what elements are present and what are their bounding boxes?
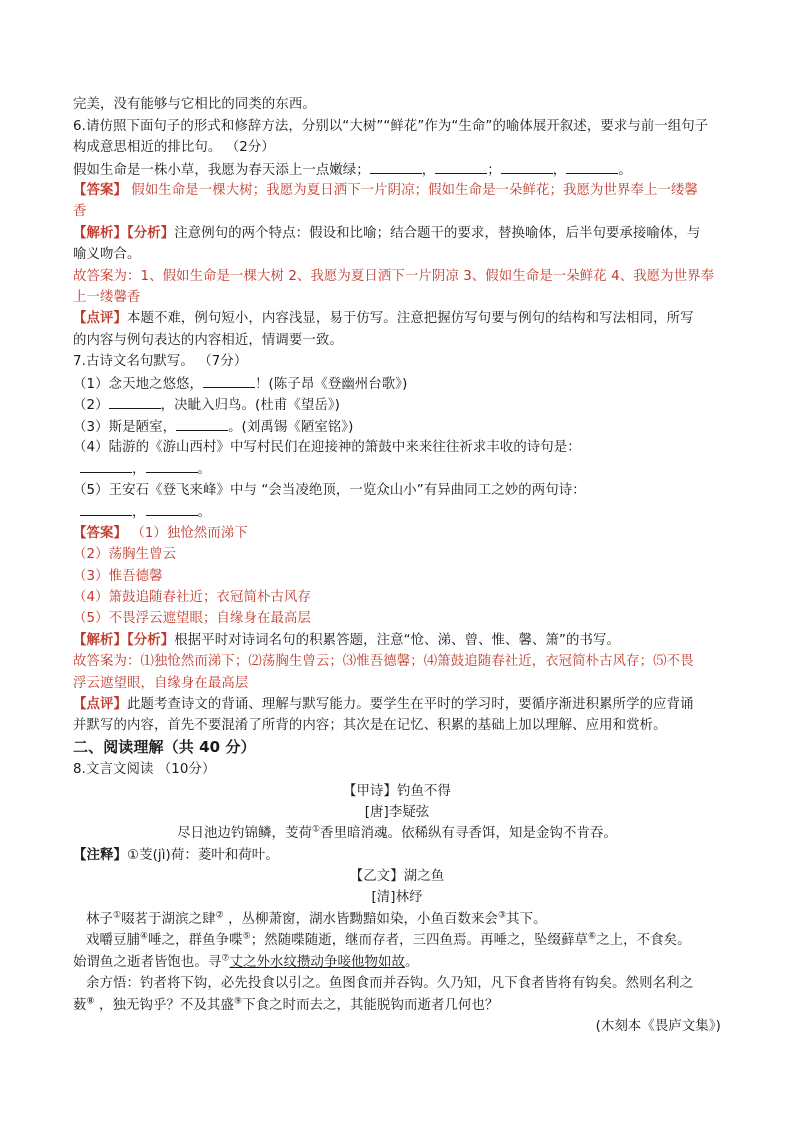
q7-item-3 [73,417,353,438]
q7-item-4-blanks [73,459,211,480]
analysis-text: 根据平时对诗词名句的积累答题，注意“怆、涕、曾、惟、馨、箫”的书写。 [174,633,621,648]
q6-example [73,160,632,181]
q8-title: 8.文言文阅读 （10分） [73,762,216,777]
footnote-marker: ② [215,910,224,921]
q7-answer-2: （2）荡胸生曾云 [73,547,177,562]
q6-comment-cont: 的内容与例句表达的内容相近，情调要一致。 [73,333,343,348]
prose-text: 下食之时而去之，其能脱钩而逝者几何也？ [242,998,499,1013]
answer-blank[interactable] [203,374,255,388]
item-text: （3）斯是陋室， [73,420,177,435]
prose-text: 林子 [86,912,113,927]
answer-blank[interactable] [146,502,198,516]
separator: ， [552,163,567,178]
separator: 。 [197,505,211,520]
separator: 。 [197,462,211,477]
comment-text: 本题不难，例句短小，内容浅显，易于仿写。注意把握仿写句要与例句的结构和写法相同，所写 [126,311,694,326]
q6-answer [73,181,698,201]
separator: ， [421,163,436,178]
footnote-marker: ⑧ [86,996,95,1007]
q6-solution: 故答案为：1、假如生命是一棵大树 2、我愿为夏日洒下一片阴凉 3、假如生命是一朵鲜花 4、我愿为世界奉 [73,269,715,284]
q6-title: 6.请仿照下面句子的形式和修辞方法，分别以“大树”“鲜花”作为“生命”的喻体展开叙述，要求与前一组句子 [73,119,709,134]
poem-note [73,846,279,866]
prose-text: 唾之，群鱼争喋 [148,933,243,948]
answer-blank[interactable] [80,502,132,516]
q6-title-cont: 构成意思相近的排比句。 （2分） [73,140,275,155]
prose-line-5 [73,996,498,1016]
q7-item-5-blanks [73,502,211,523]
footnote-marker: ⑥ [588,931,597,942]
prose-text: ，丛柳萧窗，湖水皆黝黯如染，小鱼百数来会 [223,912,498,927]
q7-solution-cont: 浮云遮望眼，自缘身在最高层 [73,676,249,691]
poem-text [0,824,794,844]
answer-blank[interactable] [176,417,228,431]
q7-answer-4: （4）箫鼓追随春社近；衣冠简朴古风存 [73,590,311,605]
comment-tag: 【点评】 [73,311,127,326]
underlined-text: 丈之外水纹攒动争唼他物如故 [229,955,405,970]
answer-blank[interactable] [109,395,161,409]
q6-comment [73,309,694,329]
prose-text: 啜茗于湖滨之肆 [121,912,216,927]
prose-line-3 [73,953,418,973]
prose-text: 戏嚼豆脯 [86,933,140,948]
q7-item-1 [73,374,407,395]
q7-item-5: （5）王安石《登飞来峰》中与 “会当凌绝顶，一览众山小”有异曲同工之妙的两句诗： [73,483,586,498]
q6-analysis-cont: 喻义吻合。 [73,247,141,262]
prose-title: 【乙文】湖之鱼 [349,869,445,884]
item-text: 。(刘禹锡《陋室铭》) [228,420,354,435]
q7-answer-3: （3）惟吾德馨 [73,569,163,584]
separator: ； [487,163,501,178]
q7-comment-cont: 并默写的内容，首先不要混淆了所背的内容；其次是在记忆、积累的基础上加以理解、应用和赏析。 [73,718,667,733]
prose-line-2 [73,931,691,951]
prose-text: 薮 [73,998,87,1013]
q7-answer [73,524,248,544]
carry-over-text: 完美，没有能够与它相比的同类的东西。 [73,97,316,112]
separator: ， [132,462,146,477]
answer-blank[interactable] [435,160,487,174]
q6-solution-cont: 上一缕馨香 [73,290,141,305]
prose-line-4 [73,974,693,994]
q7-title: 7.古诗文名句默写。 （7分） [73,354,248,369]
answer-blank[interactable] [501,160,553,174]
q7-answer-5: （5）不畏浮云遮望眼；自缘身在最高层 [73,611,311,626]
prose-author: [清]林纾 [371,890,423,905]
item-text: ，决眦入归鸟。(杜甫《望岳》) [160,398,340,413]
answer-blank[interactable] [80,459,132,473]
footnote-marker: ① [112,910,122,921]
item-text: ！(陈子昂《登幽州台歌》) [255,377,408,392]
comment-tag: 【点评】 [73,697,127,712]
footnote-marker: ⑦ [221,953,230,964]
prose-text: ，独无钩乎？不及其盛 [94,998,234,1013]
analysis-text: 注意例句的两个特点：假设和比喻；结合题干的要求，替换喻体，后半句要承接喻体，与 [174,226,701,241]
note-tag: 【注释】 [73,848,127,863]
q7-item-4: （4）陆游的《游山西村》中写村民们在迎接神的箫鼓中来来往往祈求丰收的诗句是： [73,440,581,455]
separator: 。 [618,163,632,178]
answer-blank[interactable] [146,459,198,473]
q6-answer-cont: 香 [73,204,87,219]
q7-comment [73,695,694,715]
answer-tag: 【答案】 [73,183,127,198]
poem-line: 尽日池边钓锦鳞，芰荷 [177,826,312,841]
poem-author: [唐]李疑弦 [364,805,430,820]
footnote-marker: ③ [497,910,507,921]
item-text: （2） [73,398,109,413]
section-heading: 二、阅读理解（共 40 分） [73,738,256,756]
poem-line: 香里暗消魂。依稀纵有寻香饵，知是金钩不肯吞。 [320,826,617,841]
prose-line-1 [73,910,547,930]
comment-text: 此题考查诗文的背诵、理解与默写能力。要学生在平时的学习时，要循序渐进积累所学的应背诵 [126,697,694,712]
q6-example-text: 假如生命是一株小草，我愿为春天添上一点嫩绿； [73,163,370,178]
prose-text: 余方悟：钓者将下钩，必先投食以引之。鱼图食而并吞钩。久乃知，凡下食者皆将有钩矣。然则名利之 [86,976,694,991]
prose-text: ；然随喋随逝，继而存者，三四鱼焉。再唾之，坠缀藓草 [250,933,589,948]
source-citation: (木刻本《畏庐文集》) [595,1019,721,1034]
q7-item-2 [73,395,340,416]
prose-text: 。 [404,955,419,970]
answer-blank[interactable] [566,160,618,174]
footnote-marker: ⑤ [242,931,251,942]
answer-text: （1）独怆然而涕下 [126,526,248,541]
footnote-marker: ① [311,824,321,835]
q7-solution: 故答案为：⑴独怆然而涕下；⑵荡胸生曾云；⑶惟吾德馨；⑷箫鼓追随春社近，衣冠简朴古风存；⑸不畏 [73,654,694,669]
poem-title: 【甲诗】钓鱼不得 [343,784,451,799]
footnote-marker: ④ [139,931,149,942]
prose-text: 其下。 [506,912,547,927]
item-text: （1）念天地之悠悠， [73,377,204,392]
separator: ， [132,505,146,520]
footnote-marker: ⑨ [233,996,243,1007]
prose-text: 之上，不食矣。 [596,933,691,948]
answer-tag: 【答案】 [73,526,127,541]
answer-blank[interactable] [370,160,422,174]
q6-analysis [73,224,700,244]
prose-text: 始谓鱼之逝者皆饱也。寻 [73,955,222,970]
analysis-tag: 【解析】【分析】 [73,226,175,241]
note-text: ①芰(jì)荷：菱叶和荷叶。 [126,848,279,863]
answer-text: 假如生命是一棵大树；我愿为夏日洒下一片阴凉；假如生命是一朵鲜花；我愿为世界奉上一缕馨 [126,183,698,198]
q7-analysis [73,631,620,651]
analysis-tag: 【解析】【分析】 [73,633,175,648]
